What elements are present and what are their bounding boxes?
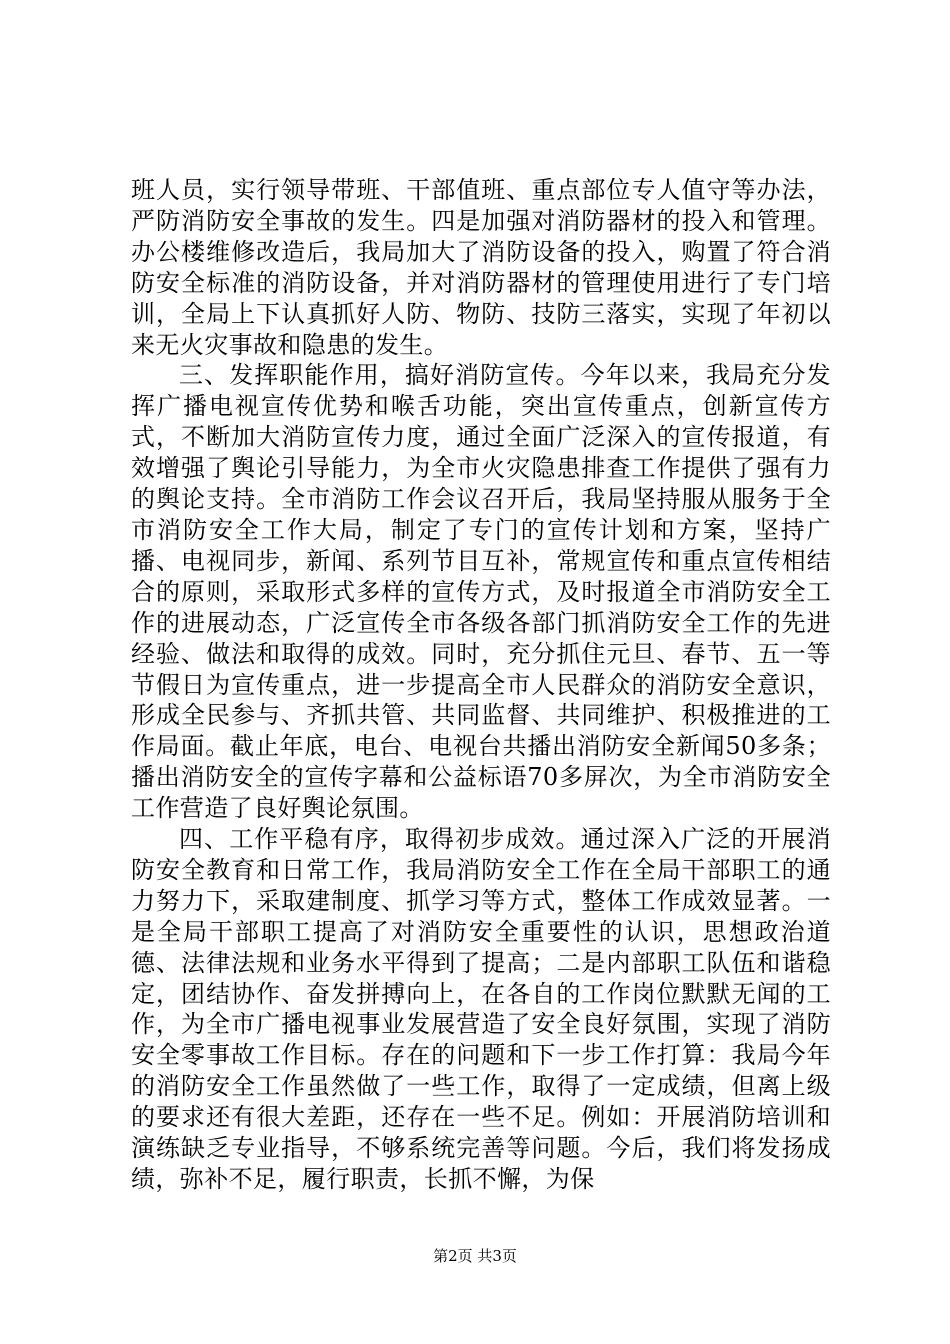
page-number-footer: 第2页 共3页	[433, 1247, 517, 1265]
document-body	[131, 175, 831, 1195]
paragraph-section-three: 三、发挥职能作用，搞好消防宣传。今年以来，我局充分发挥广播电视宣传优势和喉舌功能，突出宣传重点，创新宣传方式，不断加大消防宣传力度，通过全面广泛深入的宣传报道，有效增强了舆论引导能力，为全市火灾隐患排查工作提供了强有力的舆论支持。全市消防工作会议召开后，我局坚持服从服务于全市消防安全工作大局，制定了专门的宣传计划和方案，坚持广播、电视同步，新闻、系列节目互补，常规宣传和重点宣传相结合的原则，采取形式多样的宣传方式，及时报道全市消防安全工作的进展动态，广泛宣传全市各级各部门抓消防安全工作的先进经验、做法和取得的成效。同时，充分抓住元旦、春节、五一等节假日为宣传重点，进一步提高全市人民群众的消防安全意识，形成全民参与、齐抓共管、共同监督、共同维护、积极推进的工作局面。截止年底，电台、电视台共播出消防安全新闻50多条；播出消防安全的宣传字幕和公益标语70多屏次，为全市消防安全工作营造了良好舆论氛围。	[131, 361, 831, 823]
paragraph-section-four: 四、工作平稳有序，取得初步成效。通过深入广泛的开展消防安全教育和日常工作，我局消防安全工作在全局干部职工的通力努力下，采取建制度、抓学习等方式，整体工作成效显著。一是全局干部职工提高了对消防安全重要性的认识，思想政治道德、法律法规和业务水平得到了提高；二是内部职工队伍和谐稳定，团结协作、奋发拼搏向上，在各自的工作岗位默默无闻的工作，为全市广播电视事业发展营造了安全良好氛围，实现了消防安全零事故工作目标。存在的问题和下一步工作打算：我局今年的消防安全工作虽然做了一些工作，取得了一定成绩，但离上级的要求还有很大差距，还存在一些不足。例如：开展消防培训和演练缺乏专业指导，不够系统完善等问题。今后，我们将发扬成绩，弥补不足，履行职责，长抓不懈，为保	[131, 825, 831, 1193]
paragraph-continuation: 班人员，实行领导带班、干部值班、重点部位专人值守等办法，严防消防安全事故的发生。四是加强对消防器材的投入和管理。办公楼维修改造后，我局加大了消防设备的投入，购置了符合消防安全标准的消防设备，并对消防器材的管理使用进行了专门培训，全局上下认真抓好人防、物防、技防三落实，实现了年初以来无火灾事故和隐患的发生。	[131, 176, 831, 359]
